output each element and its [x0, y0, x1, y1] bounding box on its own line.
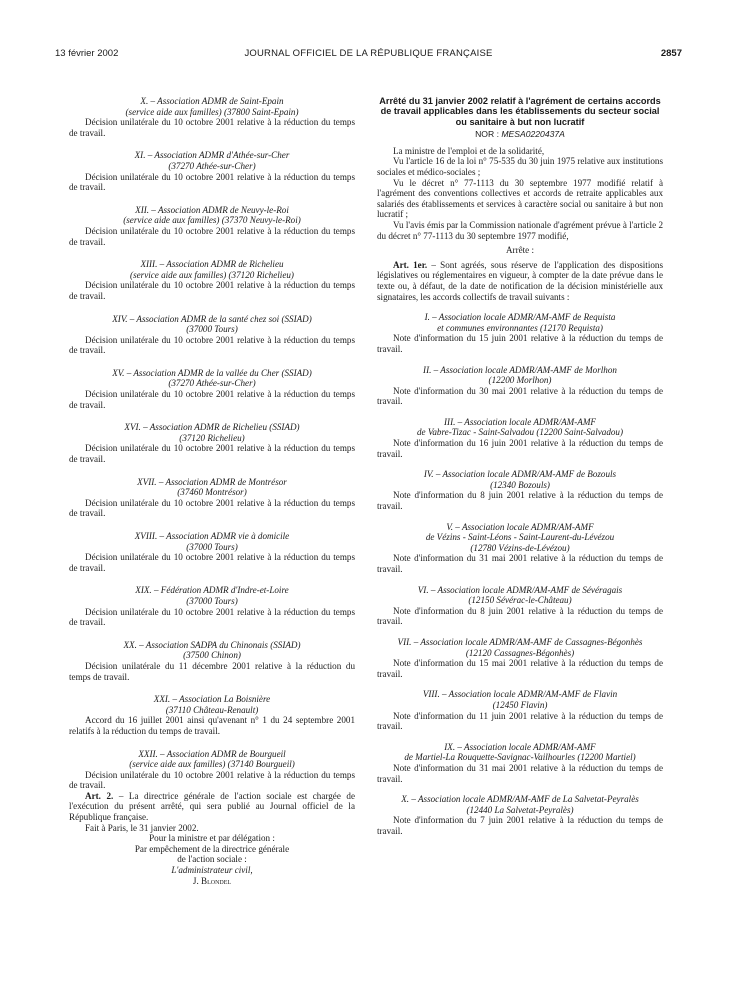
- list-item: [377, 794, 663, 836]
- entry-title: XVII. – Association ADMR de Montrésor: [137, 476, 287, 487]
- article-1: [377, 260, 663, 302]
- article-2-label: Art. 2.: [85, 790, 114, 801]
- entry-subtitle: (37110 Château-Renault): [165, 704, 259, 715]
- entry-title: XXII. – Association ADMR de Bourgueil: [138, 748, 286, 759]
- list-item: [377, 469, 663, 511]
- journal-title: JOURNAL OFFICIEL DE LA RÉPUBLIQUE FRANÇAISE: [244, 48, 493, 59]
- list-item: [377, 585, 663, 627]
- list-item: [377, 312, 663, 354]
- entry-subtitle: (12340 Bozouls): [490, 479, 550, 490]
- entry-body: Décision unilatérale du 10 octobre 2001 relative à la réduction du temps de travail.: [69, 280, 355, 301]
- nor-label: NOR :: [475, 129, 502, 140]
- issue-date: 13 février 2002: [55, 48, 119, 59]
- entry-body: Note d'information du 7 juin 2001 relative à la réduction du temps de travail.: [377, 815, 663, 836]
- entry-body: Décision unilatérale du 10 octobre 2001 relative à la réduction du temps de travail.: [69, 552, 355, 573]
- list-item: [69, 585, 355, 627]
- nor-code: MESA0220437A: [501, 129, 565, 140]
- entry-subtitle: (12120 Cassagnes-Bégonhès): [465, 647, 575, 658]
- list-item: [377, 742, 663, 784]
- signature-line-1: Pour la ministre et par délégation :: [149, 833, 275, 844]
- entry-body: Décision unilatérale du 10 octobre 2001 relative à la réduction du temps de travail.: [69, 389, 355, 410]
- entry-body: Note d'information du 15 mai 2001 relative à la réduction du temps de travail.: [377, 658, 663, 679]
- entry-title: XIII. – Association ADMR de Richelieu: [140, 259, 284, 270]
- nor-reference: [377, 129, 663, 140]
- page-number: 2857: [660, 48, 682, 59]
- signature-line-3: de l'action sociale :: [177, 854, 247, 865]
- entry-title: XX. – Association SADPA du Chinonais (SSIAD): [123, 639, 301, 650]
- entry-title: II. – Association locale ADMR/AM-AMF de Morlhon: [423, 364, 617, 375]
- entry-title: XXI. – Association La Boisnière: [153, 694, 271, 705]
- list-item: [69, 368, 355, 410]
- entry-subtitle: (37500 Chinon): [183, 650, 241, 661]
- entry-subtitle: (37000 Tours): [186, 595, 238, 606]
- list-item: [377, 522, 663, 575]
- entry-body: Note d'information du 31 mai 2001 relative à la réduction du temps de travail.: [377, 553, 663, 574]
- entry-title: VI. – Association locale ADMR/AM-AMF de Sévéragais: [417, 584, 623, 595]
- entry-subtitle: de Vézins - Saint-Léons - Saint-Laurent-du-Lévézou: [425, 532, 615, 543]
- entry-body: Décision unilatérale du 10 octobre 2001 relative à la réduction du temps de travail.: [69, 225, 355, 247]
- entry-title: IX. – Association locale ADMR/AM-AMF: [444, 741, 596, 752]
- list-item: [69, 477, 355, 519]
- decree-title: Arrêté du 31 janvier 2002 relatif à l'agrément de certains accords de travail applicables dans les établissements du secteur social ou sanitaire à but non lucratif: [379, 96, 661, 127]
- entry-subtitle: (37000 Tours): [186, 324, 238, 335]
- list-item: [377, 637, 663, 679]
- list-item: [377, 417, 663, 459]
- entry-subtitle: et communes environnantes (12170 Requista): [437, 322, 603, 333]
- entry-body: Note d'information du 8 juin 2001 relative à la réduction du temps de travail.: [377, 490, 663, 512]
- article-1-text: – Sont agréés, sous réserve de l'application des dispositions législatives ou réglementaires en vigueur, à compter de la date prévue dans le texte ou, à défaut, de la date de notification de la décision ministérielle aux signataires, les accords collectifs de travail suivants :: [377, 259, 663, 302]
- entry-body: Note d'information du 11 juin 2001 relative à la réduction du temps de travail.: [377, 710, 663, 732]
- entry-title: XI. – Association ADMR d'Athée-sur-Cher: [134, 150, 290, 161]
- entry-body: Note d'information du 30 mai 2001 relative à la réduction du temps de travail.: [377, 385, 663, 407]
- entry-subtitle: (service aide aux familles) (37370 Neuvy-le-Roi): [123, 215, 301, 226]
- entry-body: Décision unilatérale du 10 octobre 2001 relative à la réduction du temps de travail.: [69, 769, 355, 791]
- article-2: [69, 791, 355, 823]
- entry-subtitle: de Martiel-La Rouquette-Savignac-Vailhourles (12200 Martiel): [404, 752, 636, 763]
- list-item: [69, 694, 355, 736]
- entry-subtitle: (12780 Vézins-de-Lévézou): [470, 542, 570, 553]
- entry-body: Décision unilatérale du 11 décembre 2001 relative à la réduction du temps de travail.: [69, 660, 355, 682]
- entry-subtitle: (service aide aux familles) (37140 Bourgueil): [129, 759, 295, 770]
- entry-body: Décision unilatérale du 10 octobre 2001 relative à la réduction du temps de travail.: [69, 606, 355, 628]
- entry-body: Accord du 16 juillet 2001 ainsi qu'avenant n° 1 du 24 septembre 2001 relatifs à la réduction du temps de travail.: [69, 715, 355, 736]
- entry-title: XVI. – Association ADMR de Richelieu (SSIAD): [124, 422, 300, 433]
- entry-title: XIX. – Fédération ADMR d'Indre-et-Loire: [135, 585, 289, 596]
- list-item: [69, 422, 355, 464]
- list-item: [69, 259, 355, 301]
- entry-title: X. – Association locale ADMR/AM-AMF de La Salvetat-Peyralès: [401, 794, 639, 805]
- entry-title: I. – Association locale ADMR/AM-AMF de Requista: [424, 312, 616, 323]
- list-item: [69, 749, 355, 791]
- list-item: [377, 365, 663, 407]
- entry-subtitle: (service aide aux familles) (37800 Saint-Epain): [125, 106, 299, 117]
- entry-body: Décision unilatérale du 10 octobre 2001 relative à la réduction du temps de travail.: [69, 171, 355, 193]
- right-column: [377, 96, 663, 836]
- list-item: [69, 205, 355, 247]
- arrete-heading: Arrête :: [505, 245, 535, 256]
- entry-subtitle: (service aide aux familles) (37120 Richelieu): [130, 269, 294, 280]
- entry-subtitle: (12150 Sévérac-le-Château): [468, 595, 572, 606]
- list-item: [69, 96, 355, 138]
- left-entries: [69, 96, 355, 791]
- list-item: [69, 314, 355, 356]
- entry-body: Décision unilatérale du 10 octobre 2001 relative à la réduction du temps de travail.: [69, 334, 355, 356]
- entry-subtitle: de Vabre-Tizac - Saint-Salvadou (12200 Saint-Salvadou): [416, 427, 623, 438]
- entry-subtitle: (12450 Flavin): [492, 699, 548, 710]
- list-item: [69, 531, 355, 573]
- entry-title: XVIII. – Association ADMR vie à domicile: [134, 531, 290, 541]
- preamble-line: Vu l'article 16 de la loi n° 75-535 du 30 juin 1975 relative aux institutions sociales et médico-sociales ;: [377, 156, 663, 177]
- entry-body: Note d'information du 15 juin 2001 relative à la réduction du temps de travail.: [377, 333, 663, 354]
- done-at: Fait à Paris, le 31 janvier 2002.: [85, 822, 199, 833]
- entry-subtitle: (37270 Athée-sur-Cher): [168, 160, 256, 171]
- article-1-label: Art. 1er.: [393, 259, 428, 270]
- entry-title: IV. – Association locale ADMR/AM-AMF de Bozouls: [423, 469, 617, 480]
- list-item: [69, 150, 355, 192]
- preamble-line: La ministre de l'emploi et de la solidarité,: [393, 145, 545, 156]
- entry-body: Note d'information du 31 mai 2001 relative à la réduction du temps de travail.: [377, 762, 663, 784]
- entry-body: Note d'information du 16 juin 2001 relative à la réduction du temps de travail.: [377, 438, 663, 459]
- signature-name: J. Blondel: [192, 875, 232, 886]
- entry-body: Note d'information du 8 juin 2001 relative à la réduction du temps de travail.: [377, 605, 663, 627]
- entry-subtitle: (37120 Richelieu): [179, 432, 245, 443]
- entry-subtitle: (37460 Montrésor): [177, 487, 247, 498]
- article-2-text: – La directrice générale de l'action sociale est chargée de l'exécution du présent arrêté, qui sera publié au Journal officiel de la République française.: [69, 790, 356, 823]
- preamble-line: Vu l'avis émis par la Commission nationale d'agrément prévue à l'article 2 du décret n° 77-1113 du 30 septembre 1977 modifié,: [377, 219, 663, 241]
- entry-body: Décision unilatérale du 10 octobre 2001 relative à la réduction du temps de travail.: [69, 497, 355, 519]
- entry-title: X. – Association ADMR de Saint-Epain: [140, 96, 284, 106]
- entry-body: Décision unilatérale du 10 octobre 2001 relative à la réduction du temps de travail.: [69, 443, 355, 465]
- entry-title: XV. – Association ADMR de la vallée du Cher (SSIAD): [112, 367, 312, 378]
- entry-title: VIII. – Association locale ADMR/AM-AMF de Flavin: [422, 689, 618, 700]
- entry-subtitle: (37270 Athée-sur-Cher): [168, 378, 256, 389]
- entry-title: VII. – Association locale ADMR/AM-AMF de Cassagnes-Bégonhès: [397, 636, 643, 647]
- entry-title: V. – Association locale ADMR/AM-AMF: [446, 521, 594, 532]
- entry-title: XIV. – Association ADMR de la santé chez soi (SSIAD): [112, 313, 312, 324]
- left-column: [69, 96, 355, 886]
- list-item: [69, 640, 355, 682]
- entry-body: Décision unilatérale du 10 octobre 2001 relative à la réduction du temps de travail.: [69, 117, 355, 138]
- entry-subtitle: (37000 Tours): [186, 541, 238, 552]
- preamble-line: Vu le décret n° 77-1113 du 30 septembre 1977 modifié relatif à l'agrément des conventions collectives et accords de retraite applicables aux salariés des établissements et services à caractère social ou sanitaire à but non lucratif ;: [377, 177, 663, 220]
- entry-title: XII. – Association ADMR de Neuvy-le-Roi: [135, 204, 289, 215]
- signature-role: L'administrateur civil,: [171, 865, 253, 876]
- list-item: [377, 689, 663, 731]
- entry-title: III. – Association locale ADMR/AM-AMF: [444, 416, 596, 427]
- signature-line-2: Par empêchement de la directrice générale: [134, 843, 290, 854]
- entry-subtitle: (12440 La Salvetat-Peyralès): [466, 804, 574, 815]
- page-header: [55, 48, 682, 62]
- entry-subtitle: (12200 Morlhon): [488, 375, 552, 386]
